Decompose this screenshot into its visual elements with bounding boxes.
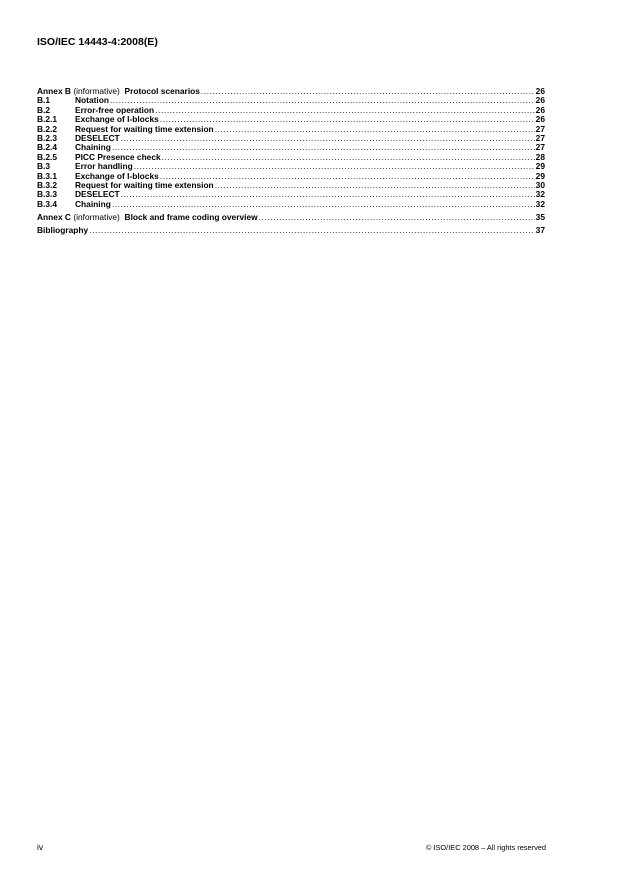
toc-leader: [201, 87, 535, 96]
toc-entry-number: B.2: [37, 104, 51, 115]
toc-leader: [160, 115, 535, 124]
toc-entry-title: Error handling: [75, 161, 133, 172]
toc-page-number: 27: [535, 123, 545, 134]
toc-page-number: 27: [535, 142, 545, 153]
toc-page-number: 32: [535, 189, 545, 200]
toc-entry-number: B.2.1: [37, 114, 58, 125]
toc-leader: [215, 181, 535, 190]
toc-entry-annex-c[interactable]: [37, 213, 545, 222]
toc-leader: [259, 213, 535, 222]
toc-page-number: 29: [535, 170, 545, 181]
toc-entry-number: B.3.2: [37, 179, 58, 190]
toc-page-number: 30: [535, 179, 545, 190]
toc-entry-annex-b[interactable]: [37, 87, 545, 96]
toc-entry-title: DESELECT: [75, 189, 120, 200]
toc-page-number: 26: [535, 86, 545, 96]
toc-entry-number: B.3: [37, 161, 51, 172]
toc-leader: [134, 162, 535, 171]
toc-leader: [160, 172, 535, 181]
page-number: iv: [37, 842, 44, 852]
toc-entry-title: Error-free operation: [75, 104, 155, 115]
table-of-contents: [37, 87, 545, 235]
toc-page-number: 37: [535, 225, 545, 236]
document-header: ISO/IEC 14443-4:2008(E): [37, 36, 158, 48]
toc-leader: [89, 226, 534, 235]
toc-page-number: 26: [535, 95, 545, 106]
toc-page-number: 35: [535, 211, 545, 222]
copyright-notice: © ISO/IEC 2008 – All rights reserved: [425, 843, 546, 852]
toc-leader: [121, 134, 535, 143]
toc-entry-number: B.2.5: [37, 151, 58, 162]
toc-leader: [121, 190, 535, 199]
toc-entry-title: Chaining: [75, 142, 111, 153]
toc-leader: [112, 200, 535, 209]
toc-entry-title: DESELECT: [75, 132, 120, 143]
toc-entry-title: Bibliography: [37, 225, 89, 236]
toc-page-number: 26: [535, 114, 545, 125]
toc-leader: [215, 125, 535, 134]
toc-entry-title: Annex B (informative) Protocol scenarios: [37, 86, 200, 96]
toc-entry-b-3-4[interactable]: [37, 200, 545, 209]
toc-entry-bibliography[interactable]: [37, 226, 545, 235]
toc-entry-number: B.2.4: [37, 142, 58, 153]
toc-entry-number: B.1: [37, 95, 51, 106]
toc-leader: [162, 153, 535, 162]
toc-entry-b-3-3[interactable]: [37, 190, 545, 199]
toc-entry-number: B.2.2: [37, 123, 58, 134]
toc-page-number: 27: [535, 132, 545, 143]
toc-page-number: 32: [535, 198, 545, 209]
toc-entry-title: Request for waiting time extension: [75, 123, 214, 134]
toc-entry-title: Notation: [75, 95, 109, 106]
toc-page-number: 28: [535, 151, 545, 162]
toc-entry-title: PICC Presence check: [75, 151, 161, 162]
toc-entry-number: B.3.4: [37, 198, 58, 209]
toc-entry-title: Chaining: [75, 198, 111, 209]
toc-entry-number: B.3.3: [37, 189, 58, 200]
toc-leader: [112, 143, 535, 152]
toc-page-number: 29: [535, 161, 545, 172]
toc-page-number: 26: [535, 104, 545, 115]
toc-leader: [155, 106, 535, 115]
toc-entry-b-2-3[interactable]: [37, 134, 545, 143]
toc-entry-title: Exchange of I-blocks: [75, 114, 159, 125]
toc-entry-number: B.2.3: [37, 132, 58, 143]
toc-leader: [110, 96, 535, 105]
toc-entry-title: Annex C (informative) Block and frame coding overview: [37, 211, 258, 222]
toc-entry-title: Request for waiting time extension: [75, 179, 214, 190]
toc-entry-number: B.3.1: [37, 170, 58, 181]
toc-entry-title: Exchange of I-blocks: [75, 170, 159, 181]
